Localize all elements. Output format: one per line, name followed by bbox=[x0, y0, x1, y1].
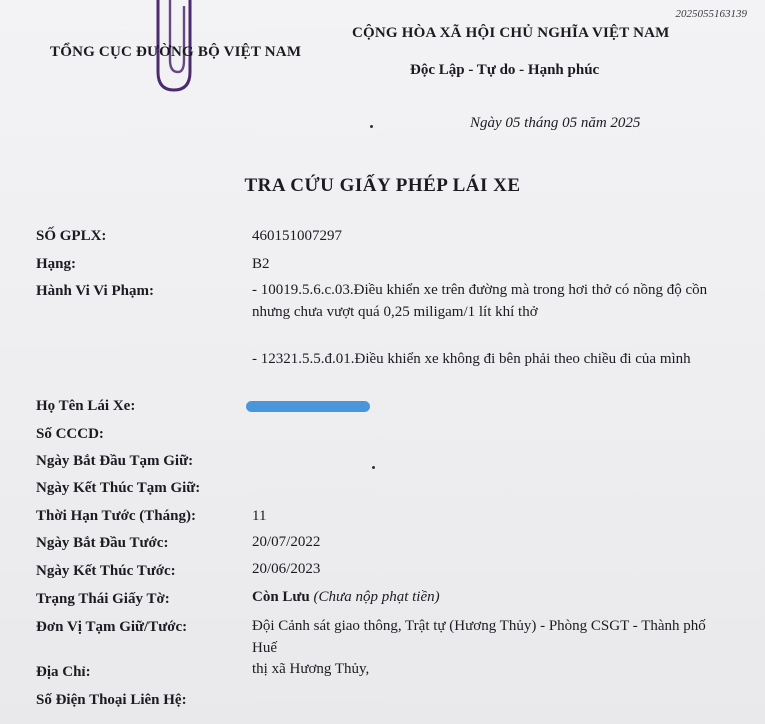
revoke-end-label: Ngày Kết Thúc Tước: bbox=[36, 563, 176, 579]
status-note: (Chưa nộp phạt tiền) bbox=[313, 589, 440, 605]
hold-end-label: Ngày Kết Thúc Tạm Giữ: bbox=[36, 480, 201, 496]
revoke-end-value: 20/06/2023 bbox=[252, 561, 321, 577]
gplx-label: SỐ GPLX: bbox=[36, 228, 107, 244]
hold-start-label: Ngày Bắt Đầu Tạm Giữ: bbox=[36, 453, 194, 469]
violations-label: Hành Vi Vi Phạm: bbox=[36, 283, 154, 299]
phone-label: Số Điện Thoại Liên Hệ: bbox=[36, 692, 187, 708]
agency-name: TỔNG CỤC ĐƯỜNG BỘ VIỆT NAM bbox=[50, 44, 302, 60]
address-value: thị xã Hương Thủy, bbox=[252, 661, 370, 677]
status-text: Còn Lưu bbox=[252, 589, 310, 605]
revoke-start-value: 20/07/2022 bbox=[252, 534, 321, 550]
issue-date: Ngày 05 tháng 05 năm 2025 bbox=[470, 115, 641, 131]
status-label: Trạng Thái Giấy Tờ: bbox=[36, 591, 170, 607]
revoke-start-label: Ngày Bắt Đầu Tước: bbox=[36, 535, 169, 551]
violation-item: - 10019.5.6.c.03.Điều khiển xe trên đường mà trong hơi thở có nồng độ cồn nhưng chưa vượt quá 0,25 miligam/1 lít khí thở bbox=[252, 282, 708, 320]
redacted-driver-name bbox=[246, 401, 370, 412]
address-label: Địa Chỉ: bbox=[36, 664, 91, 680]
national-motto: Độc Lập - Tự do - Hạnh phúc bbox=[410, 62, 600, 78]
driver-name-label: Họ Tên Lái Xe: bbox=[36, 398, 136, 414]
unit-value: Đội Cảnh sát giao thông, Trật tự (Hương Thủy) - Phòng CSGT - Thành phố Huế bbox=[252, 618, 706, 656]
republic-heading: CỘNG HÒA XÃ HỘI CHỦ NGHĨA VIỆT NAM bbox=[352, 25, 670, 41]
unit-label: Đơn Vị Tạm Giữ/Tước: bbox=[36, 619, 188, 635]
status-value bbox=[252, 589, 440, 606]
class-label: Hạng: bbox=[36, 256, 77, 272]
violation-item: - 12321.5.5.đ.01.Điều khiển xe không đi bên phải theo chiều đi của mình bbox=[252, 351, 691, 367]
revoke-months-label: Thời Hạn Tước (Tháng): bbox=[36, 508, 196, 524]
cccd-label: Số CCCD: bbox=[36, 426, 104, 442]
gplx-value: 460151007297 bbox=[252, 228, 342, 244]
page-title: TRA CỨU GIẤY PHÉP LÁI XE bbox=[244, 175, 521, 196]
speck bbox=[372, 466, 375, 469]
revoke-months-value: 11 bbox=[252, 508, 267, 524]
speck bbox=[370, 125, 373, 128]
class-value: B2 bbox=[252, 256, 270, 272]
document-id: 2025055163139 bbox=[675, 8, 747, 20]
